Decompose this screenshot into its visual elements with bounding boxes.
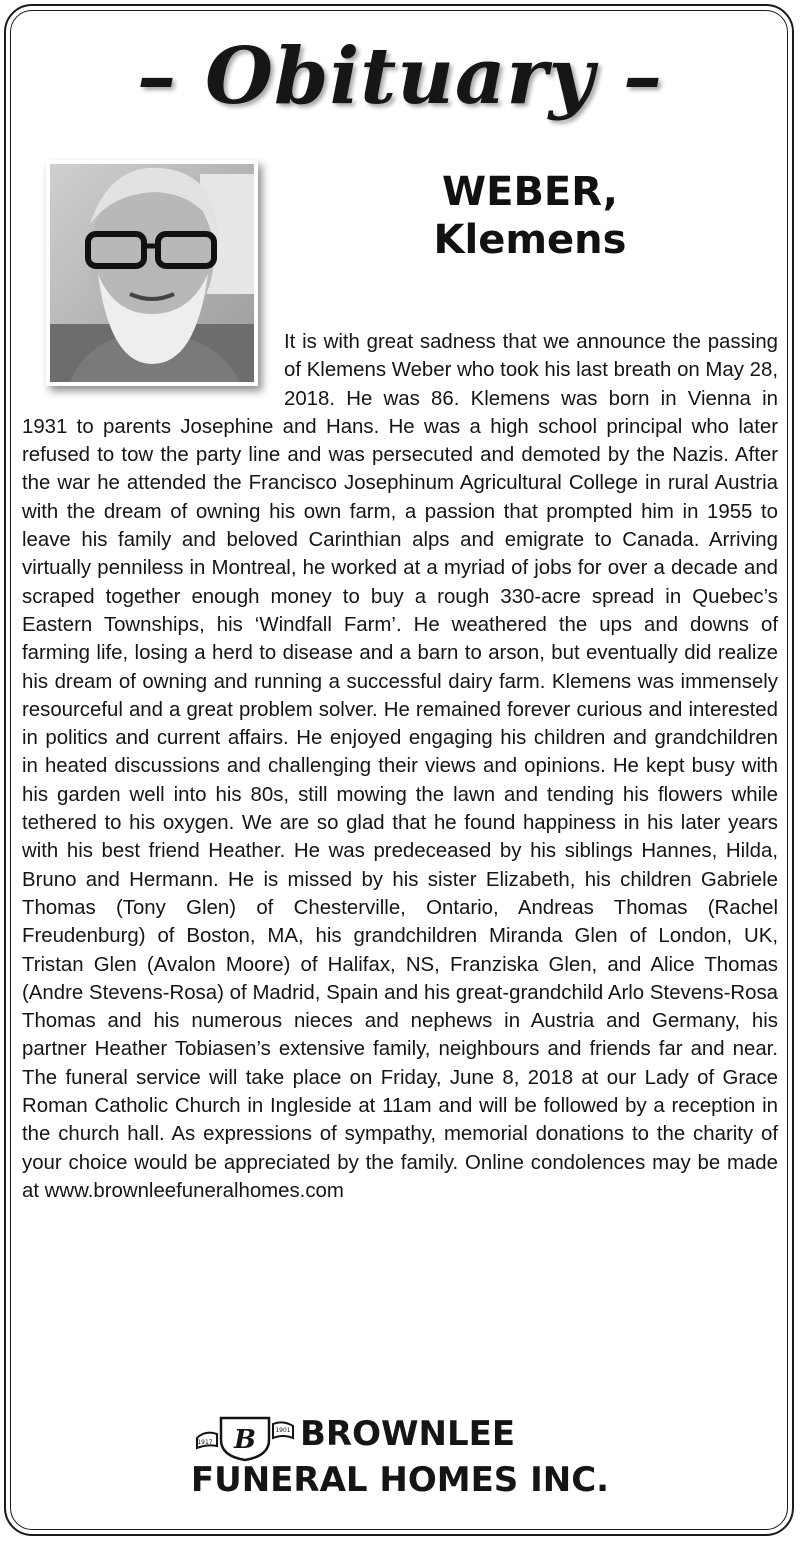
obituary-body <box>22 328 778 1205</box>
photo-wrap-spacer <box>22 328 284 412</box>
deceased-surname: WEBER, <box>442 169 618 215</box>
crest-year-right: 1901 <box>275 1427 291 1434</box>
funeral-home-signature <box>0 1406 800 1516</box>
crest-letter: B <box>234 1425 256 1455</box>
crest-year-left: 1917 <box>197 1439 213 1446</box>
funeral-home-subtitle: FUNERAL HOMES INC. <box>190 1460 610 1500</box>
obituary-text: It is with great sadness that we announce the passing of Klemens Weber who took his last breath on May 28, 2018. He was 86. Klemens was born in Vienna in 1931 to parents Josephine and Hans. He was a high school principal who later refused to tow the party line and was persecuted and demoted by the Nazis. After the war he attended the Francisco Josephinum Agricultural College in rural Austria with the dream of owning his own farm, a passion that prompted him in 1955 to leave his family and beloved Carinthian alps and emigrate to Canada. Arriving virtually penniless in Montreal, he worked at a myriad of jobs for over a decade and scraped together enough money to buy a rough 330-acre spread in Quebec’s Eastern Townships, his ‘Windfall Farm’. He weathered the ups and downs of farming life, losing a herd to disease and a barn to arson, but eventually did realize his dream of owning and running a successful dairy farm. Klemens was immensely resourceful and a great problem solver. He remained forever curious and interested in politics and current affairs. He enjoyed engaging his children and grandchildren in heated discussions and challenging their views and opinions. He kept busy with his garden well into his 80s, still mowing the lawn and tending his flowers while tethered to his oxygen. We are so glad that he found happiness in his later years with his best friend Heather. He was predeceased by his siblings Hannes, Hilda, Bruno and Hermann. He is missed by his sister Elizabeth, his children Gabriele Thomas (Tony Glen) of Chesterville, Ontario, Andreas Thomas (Rachel Freudenburg) of Boston, MA, his grandchildren Miranda Glen of London, UK, Tristan Glen (Avalon Moore) of Halifax, NS, Franziska Glen, and Alice Thomas (Andre Stevens-Rosa) of Madrid, Spain and his great-grandchild Arlo Stevens-Rosa Thomas and his numerous nieces and nephews in Austria and Germany, his partner Heather Tobiasen’s extensive family, neighbours and friends far and near. The funeral service will take place on Friday, June 8, 2018 at our Lady of Grace Roman Catholic Church in Ingleside at 11am and will be followed by a reception in the church hall. As expressions of sympathy, memorial donations to the charity of your choice would be appreciated by the family. Online condolences may be made at www.brownleefuneralhomes.com <box>22 331 778 1202</box>
funeral-home-name: BROWNLEE <box>300 1414 516 1454</box>
deceased-given-name: Klemens <box>433 217 627 263</box>
deceased-name <box>340 168 720 264</box>
obituary-heading: – Obituary – <box>136 31 664 122</box>
crest-logo-icon <box>195 1412 295 1462</box>
